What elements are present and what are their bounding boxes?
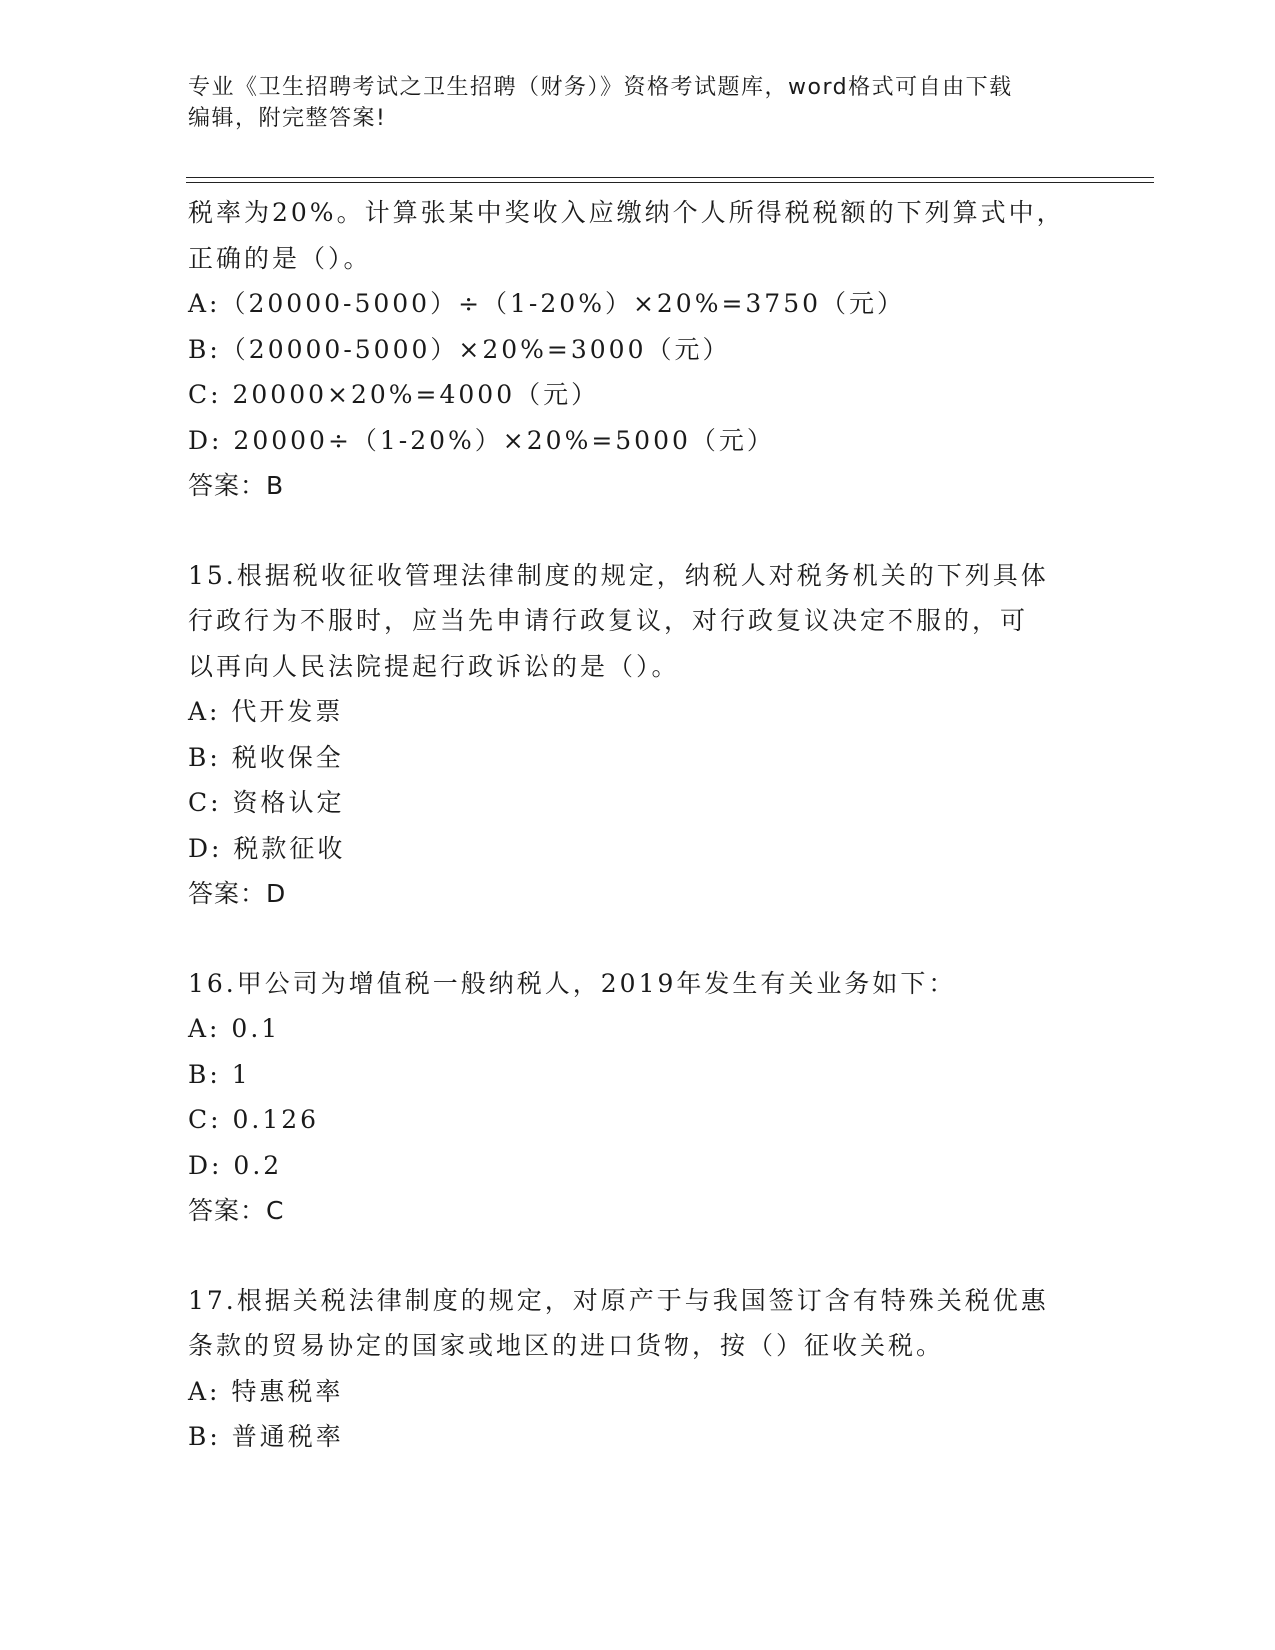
question-14 — [188, 190, 1088, 509]
option-a: A: 代开发票 — [188, 697, 344, 726]
question-stem-line: 15.根据税收征收管理法律制度的规定，纳税人对税务机关的下列具体 — [188, 560, 1049, 590]
question-16 — [188, 961, 1088, 1234]
option-c: C: 20000×20%=4000（元） — [188, 380, 600, 409]
question-spacer — [188, 917, 1088, 961]
question-15 — [188, 553, 1088, 917]
option-a: A: 0.1 — [188, 1014, 281, 1043]
option-b: B: 普通税率 — [188, 1422, 344, 1451]
option-a: A:（20000-5000）÷（1-20%）×20%=3750（元） — [188, 289, 906, 318]
header-line-1: 专业《卫生招聘考试之卫生招聘（财务）》资格考试题库，word格式可自由下载 — [188, 75, 1013, 100]
question-spacer — [188, 509, 1088, 553]
question-stem-line: 行政行为不服时，应当先申请行政复议，对行政复议决定不服的，可 — [188, 606, 1029, 635]
question-stem-line: 17.根据关税法律制度的规定，对原产于与我国签订含有特殊关税优惠 — [188, 1285, 1049, 1315]
option-d: D: 税款征收 — [188, 833, 346, 863]
question-stem-line: 16.甲公司为增值税一般纳税人，2019年发生有关业务如下： — [188, 968, 957, 998]
question-spacer — [188, 1234, 1088, 1278]
option-b: B:（20000-5000）×20%=3000（元） — [188, 334, 731, 364]
option-c: C: 资格认定 — [188, 788, 345, 817]
option-d: D: 20000÷（1-20%）×20%=5000（元） — [188, 425, 775, 455]
option-b: B: 税收保全 — [188, 742, 344, 772]
answer-line: 答案：C — [188, 1196, 285, 1225]
answer-line: 答案：B — [188, 471, 285, 500]
option-a: A: 特惠税率 — [188, 1376, 344, 1406]
question-17 — [188, 1278, 1088, 1460]
question-list — [188, 190, 1088, 1460]
header-divider-top — [186, 177, 1154, 178]
option-b: B: 1 — [188, 1059, 251, 1089]
document-header — [188, 72, 1088, 134]
answer-line: 答案：D — [188, 879, 287, 908]
header-line-2: 编辑，附完整答案! — [188, 106, 387, 131]
option-d: D: 0.2 — [188, 1150, 283, 1180]
question-stem-line: 以再向人民法院提起行政诉讼的是（）。 — [188, 651, 680, 681]
header-divider-bottom — [186, 182, 1154, 183]
question-stem-line: 条款的贸易协定的国家或地区的进口货物，按（）征收关税。 — [188, 1331, 945, 1360]
question-stem-line: 税率为20%。计算张某中奖收入应缴纳个人所得税税额的下列算式中， — [188, 198, 1065, 227]
option-c: C: 0.126 — [188, 1105, 320, 1134]
question-stem-line: 正确的是（）。 — [188, 243, 372, 273]
